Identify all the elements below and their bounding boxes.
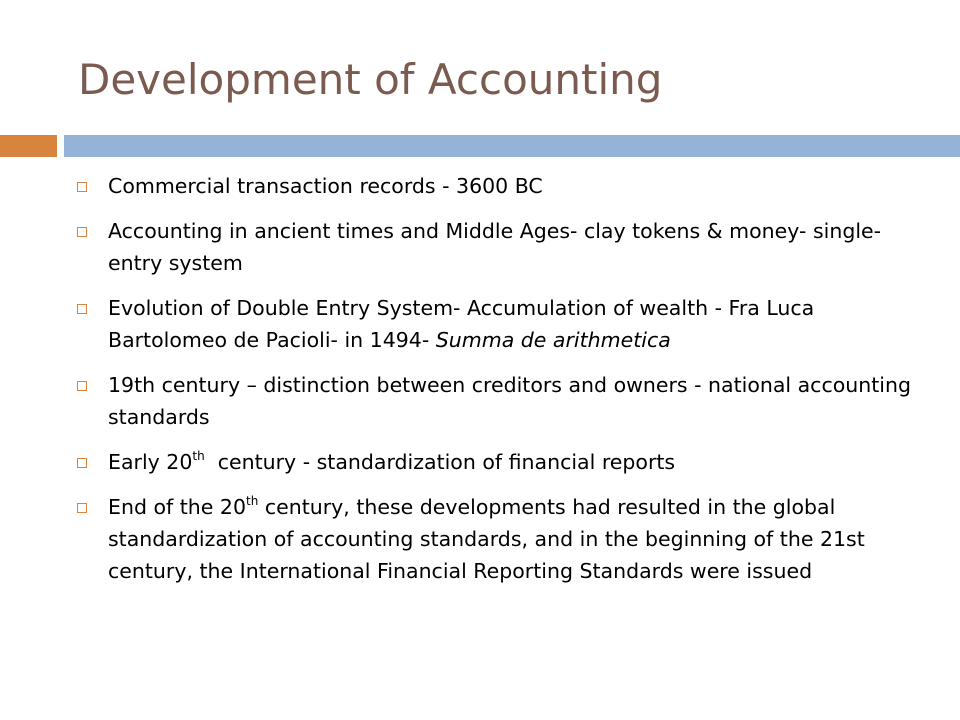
ordinal-suffix: th bbox=[246, 494, 259, 508]
hollow-square-bullet-icon bbox=[77, 458, 87, 468]
book-title: Summa de arithmetica bbox=[435, 328, 671, 352]
bullet-text: Accounting in ancient times and Middle Ages- clay tokens & money- single-entry system bbox=[108, 219, 882, 275]
bullet-text: Commercial transaction records - 3600 BC bbox=[108, 174, 543, 198]
bullet-item bbox=[72, 446, 928, 478]
hollow-square-bullet-icon bbox=[77, 227, 87, 237]
bullet-text: 19th century – distinction between creditors and owners - national accounting standards bbox=[108, 373, 911, 429]
slide-title: Development of Accounting bbox=[78, 55, 663, 104]
ordinal-suffix: th bbox=[192, 449, 205, 463]
bullet-list bbox=[72, 170, 928, 600]
accent-bar-blue bbox=[64, 135, 960, 157]
bullet-text bbox=[108, 450, 675, 474]
accent-bar-orange bbox=[0, 135, 57, 157]
bullet-text bbox=[108, 296, 814, 352]
bullet-item bbox=[72, 292, 928, 356]
bullet-text bbox=[108, 495, 865, 583]
hollow-square-bullet-icon bbox=[77, 182, 87, 192]
hollow-square-bullet-icon bbox=[77, 304, 87, 314]
bullet-text-pre: Early 20 bbox=[108, 450, 193, 474]
bullet-text-post: century, these developments had resulted in the global standardization of accounting standards, and in the beginning of the 21st century, the International Financial Reporting Standards were issued bbox=[108, 495, 865, 583]
bullet-text-post: century - standardization of financial reports bbox=[204, 450, 676, 474]
bullet-text-pre: End of the 20 bbox=[108, 495, 246, 519]
bullet-item bbox=[72, 170, 928, 202]
bullet-text-main: Evolution of Double Entry System- Accumulation of wealth - Fra Luca Bartolomeo de Pacioli- in 1494- bbox=[108, 296, 815, 352]
bullet-item bbox=[72, 369, 928, 433]
hollow-square-bullet-icon bbox=[77, 503, 87, 513]
bullet-item bbox=[72, 215, 928, 279]
hollow-square-bullet-icon bbox=[77, 381, 87, 391]
bullet-item bbox=[72, 491, 928, 587]
